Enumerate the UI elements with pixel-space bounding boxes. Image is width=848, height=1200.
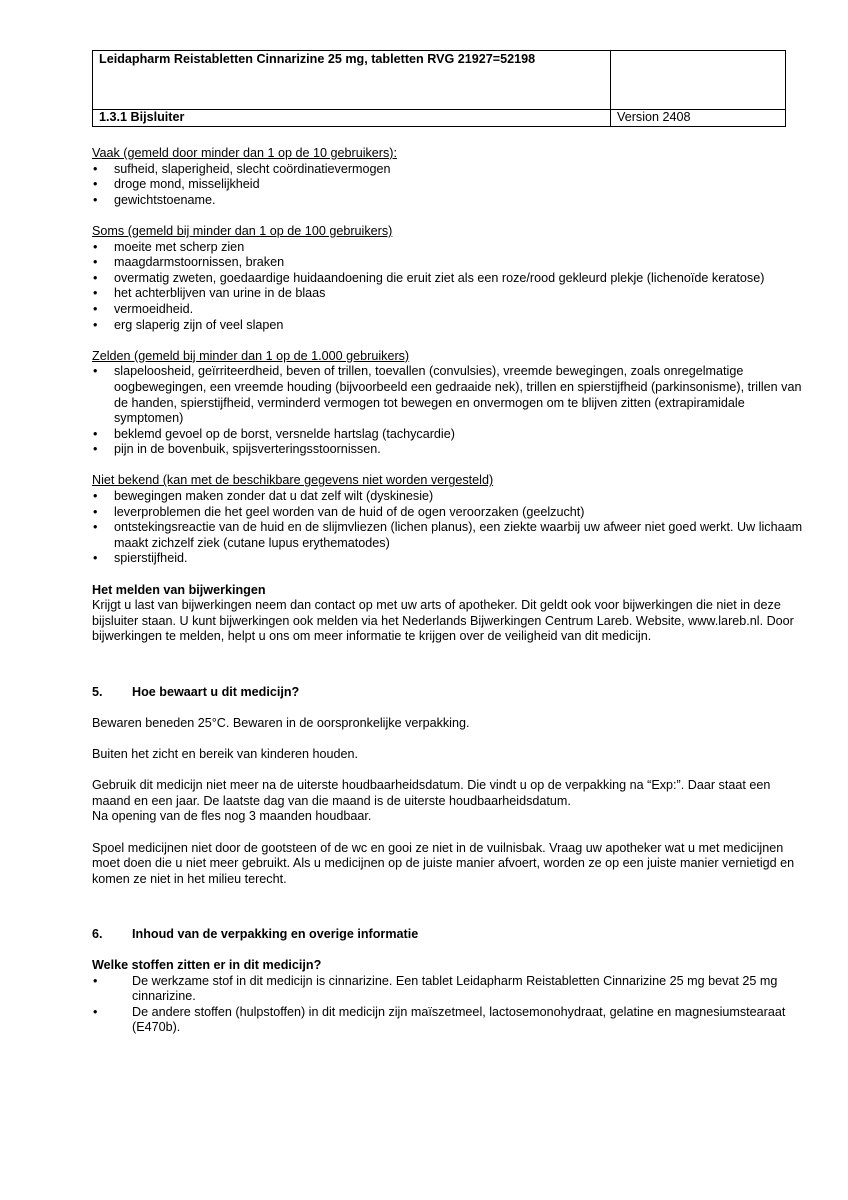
niet-bekend-heading: Niet bekend (kan met de beschikbare gegevens niet worden vergesteld) <box>92 473 494 488</box>
opened-paragraph: Na opening van de fles nog 3 maanden houdbaar. <box>92 809 372 824</box>
section-6-heading <box>92 927 804 943</box>
bullet-icon: • <box>93 426 98 441</box>
bullet-icon: • <box>93 504 98 519</box>
expiry-paragraph: Gebruik dit medicijn niet meer na de uiterste houdbaarheidsdatum. Die vindt u op de verpakking na “Exp:”. Daar staat een maand en een jaar. De laatste dag van die maand is de uiterste houdbaarheidsdatum. <box>92 778 771 808</box>
product-title: Leidapharm Reistabletten Cinnarizine 25 mg, tabletten RVG 21927=52198 <box>93 51 611 110</box>
version-label: Version 2408 <box>611 110 786 127</box>
vaak-heading: Vaak (gemeld door minder dan 1 op de 10 gebruikers): <box>92 146 397 160</box>
bullet-icon: • <box>93 364 98 379</box>
storage-paragraph: Bewaren beneden 25°C. Bewaren in de oorspronkelijke verpakking. <box>92 715 470 730</box>
list-item: • gewichtstoename. <box>93 192 216 207</box>
header-empty-cell <box>611 51 786 110</box>
list-item: • spierstijfheid. <box>93 551 188 566</box>
list-item: • het achterblijven van urine in de blaas <box>93 286 326 301</box>
bullet-icon: • <box>93 192 98 207</box>
zelden-list <box>92 364 804 458</box>
list-item: • De andere stoffen (hulpstoffen) in dit medicijn zijn maïszetmeel, lactosemonohydraat, gelatine en magnesiumstearaat (E470b). <box>93 1004 786 1035</box>
bullet-icon: • <box>93 255 98 270</box>
section-number: 6. <box>92 926 103 941</box>
section-number: 5. <box>92 684 103 699</box>
disposal-paragraph: Spoel medicijnen niet door de gootsteen of de wc en gooi ze niet in de vuilnisbak. Vraag uw apotheker wat u met medicijnen moet doen die u niet meer gebruikt. Als u medicijnen op de juiste manier afvoert, worden ze op een juiste manier vernietigd en komen ze niet in het milieu terecht. <box>92 840 795 886</box>
reporting-text: Krijgt u last van bijwerkingen neem dan contact op met uw arts of apotheker. Dit geldt ook voor bijwerkingen die niet in deze bijsluiter staan. U kunt bijwerkingen ook melden via het Nederlands Bijwerkingen Centrum Lareb. Website, www.lareb.nl. Door bijwerkingen te melden, helpt u ons om meer informatie te krijgen over de veiligheid van dit medicijn. <box>92 598 794 644</box>
soms-heading: Soms (gemeld bij minder dan 1 op de 100 gebruikers) <box>92 223 393 238</box>
section-title: Hoe bewaart u dit medicijn? <box>132 684 300 699</box>
bullet-icon: • <box>93 270 98 285</box>
list-item: • erg slaperig zijn of veel slapen <box>93 317 284 332</box>
section-title: Inhoud van de verpakking en overige informatie <box>132 926 419 941</box>
list-item: • beklemd gevoel op de borst, versnelde hartslag (tachycardie) <box>93 426 455 441</box>
list-item: • slapeloosheid, geïrriteerdheid, beven of trillen, toevallen (convulsies), vreemde bewegingen, zoals onregelmatige oogbewegingen, een vreemde houding (bijvoorbeeld een gedraaide nek), trillen en spierstijfheid (parkinsonisme), trillen van de handen, spierstijfheid, verminderd vermogen tot bewegen en onvermogen om te blijven zitten (extrapiramidale symptomen) <box>93 364 802 426</box>
niet-bekend-list <box>92 489 804 567</box>
bullet-icon: • <box>93 973 98 988</box>
list-item: • vermoeidheid. <box>93 301 194 316</box>
list-item: • bewegingen maken zonder dat u dat zelf wilt (dyskinesie) <box>93 489 434 504</box>
bullet-icon: • <box>93 317 98 332</box>
bullet-icon: • <box>93 489 98 504</box>
list-item: • De werkzame stof in dit medicijn is cinnarizine. Een tablet Leidapharm Reistabletten Cinnarizine 25 mg bevat 25 mg cinnarizine. <box>93 973 778 1004</box>
bullet-icon: • <box>93 239 98 254</box>
list-item: • pijn in de bovenbuik, spijsverteringsstoornissen. <box>93 442 381 457</box>
list-item: • sufheid, slaperigheid, slecht coördinatievermogen <box>93 161 391 176</box>
list-item: • overmatig zweten, goedaardige huidaandoening die eruit ziet als een roze/rood gekleurd plekje (lichenoïde keratose) <box>93 270 765 285</box>
section-label: 1.3.1 Bijsluiter <box>93 110 611 127</box>
bullet-icon: • <box>93 177 98 192</box>
bullet-icon: • <box>93 286 98 301</box>
bullet-icon: • <box>93 442 98 457</box>
bullet-icon: • <box>93 161 98 176</box>
list-item: • ontstekingsreactie van de huid en de slijmvliezen (lichen planus), een ziekte waarbij uw afweer niet goed werkt. Uw lichaam maakt zichzelf ziek (cutane lupus erythematodes) <box>93 520 803 550</box>
ingredients-list <box>92 974 804 1036</box>
ingredients-heading: Welke stoffen zitten er in dit medicijn? <box>92 958 322 973</box>
list-item: • leverproblemen die het geel worden van de huid of de ogen veroorzaken (geelzucht) <box>93 504 585 519</box>
reporting-heading: Het melden van bijwerkingen <box>92 582 266 597</box>
section-5-heading <box>92 685 804 701</box>
header-table <box>92 50 786 127</box>
zelden-heading: Zelden (gemeld bij minder dan 1 op de 1.000 gebruikers) <box>92 348 410 363</box>
leaflet-content <box>92 146 804 1036</box>
soms-list <box>92 240 804 334</box>
bullet-icon: • <box>93 520 98 535</box>
bullet-icon: • <box>93 1004 98 1019</box>
vaak-list <box>92 162 804 209</box>
bullet-icon: • <box>93 551 98 566</box>
list-item: • moeite met scherp zien <box>93 239 245 254</box>
list-item: • maagdarmstoornissen, braken <box>93 255 285 270</box>
list-item: • droge mond, misselijkheid <box>93 177 260 192</box>
children-paragraph: Buiten het zicht en bereik van kinderen houden. <box>92 746 359 761</box>
bullet-icon: • <box>93 301 98 316</box>
